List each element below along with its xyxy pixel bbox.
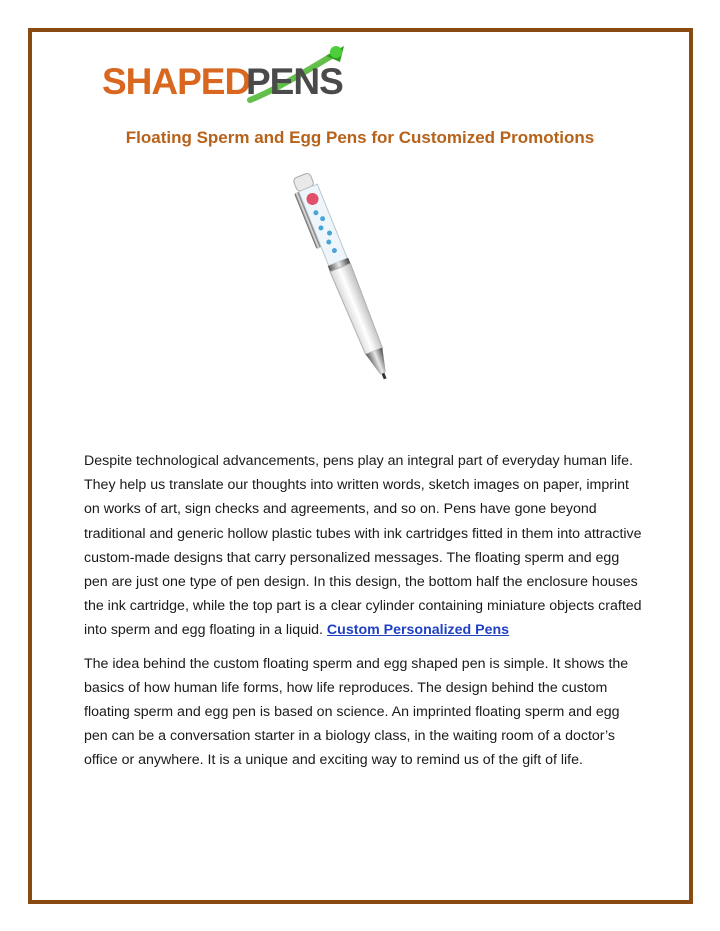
paragraph-1 <box>84 449 644 643</box>
paragraph-2: The idea behind the custom floating sperm and egg shaped pen is simple. It shows the basics of how human life forms, how life reproduces. The design behind the custom floating sperm and egg pen is based on science. An imprinted floating sperm and egg pen can be a conversation starter in a biology class, in the waiting room of a doctor’s office or anywhere. It is a unique and exciting way to remind us of the gift of life. <box>84 655 629 769</box>
article-body <box>84 449 644 782</box>
paragraph-1-text: Despite technological advancements, pens play an integral part of everyday human life. They help us translate our thoughts into written words, sketch images on paper, imprint on works of art, sign checks and agreements, and so on. Pens have gone beyond traditional and generic hollow plastic tubes with ink cartridges fitted in them into attractive custom-made designs that carry personalized messages. The floating sperm and egg pen are just one type of pen design. In this design, the bottom half the enclosure houses the ink cartridge, while the top part is a clear cylinder containing miniature objects crafted into sperm and egg floating in a liquid. <box>84 453 642 639</box>
page-title: Floating Sperm and Egg Pens for Customized Promotions <box>125 128 595 147</box>
custom-personalized-pens-link[interactable]: Custom Personalized Pens <box>326 622 510 639</box>
floating-pen-image <box>270 170 450 400</box>
logo-text-shaped: SHAPED <box>102 61 251 102</box>
shapedpens-logo <box>100 42 350 114</box>
logo-text-pens: PENS <box>246 61 343 102</box>
